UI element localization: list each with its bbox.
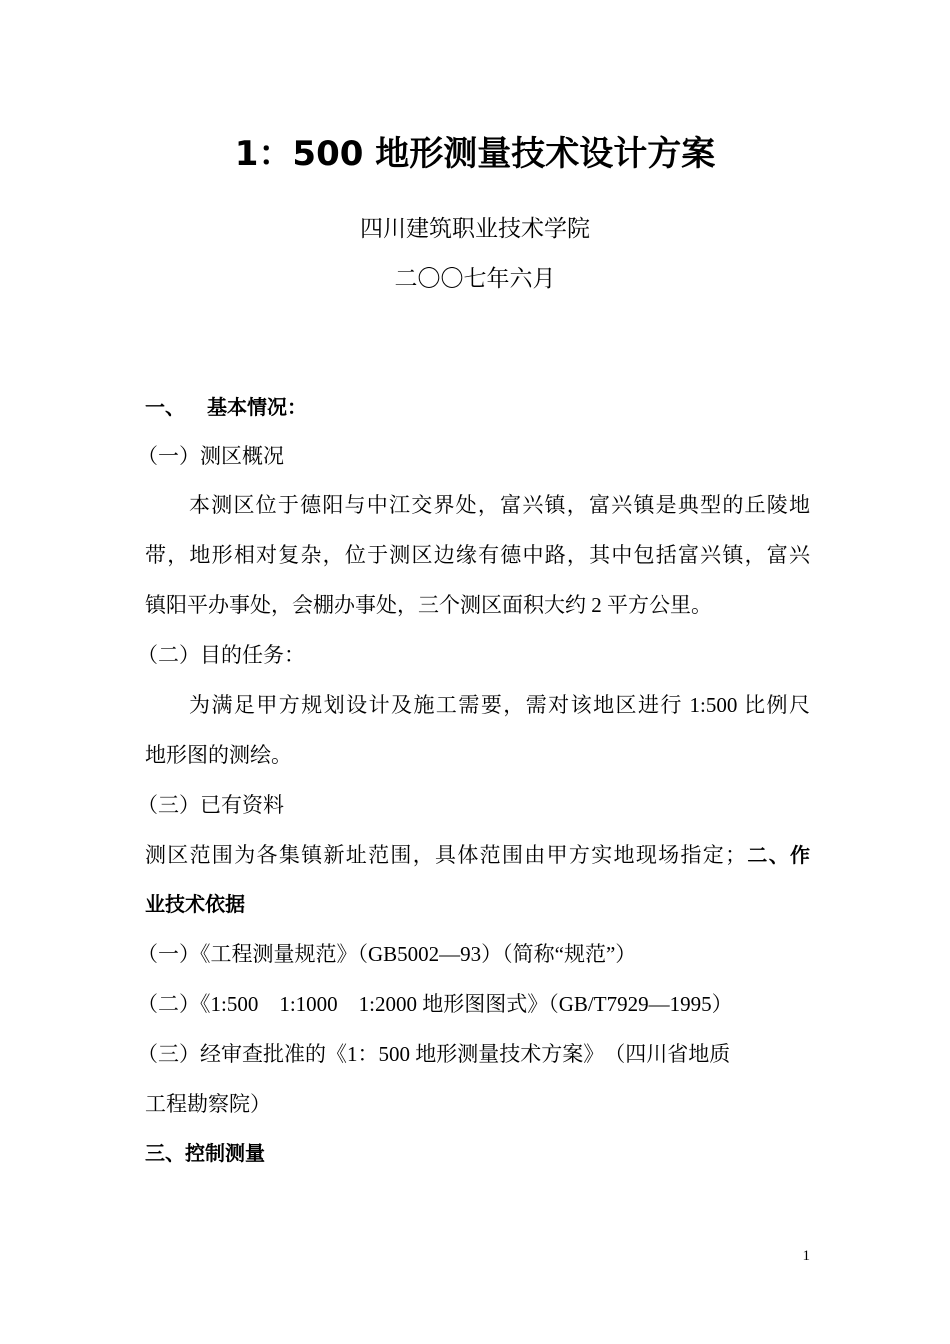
- paragraph-line: 地形图的测绘。: [145, 743, 292, 767]
- page-number: 1: [802, 1248, 810, 1264]
- section-2-heading-end: 业技术依据: [145, 892, 245, 916]
- section-1-number: 一、: [145, 395, 185, 419]
- basis-item-3-continued: 工程勘察院）: [145, 1092, 271, 1116]
- paragraph-text: 测区范围为各集镇新址范围，具体范围由甲方实地现场指定；: [145, 843, 747, 867]
- paragraph-line: 为满足甲方规划设计及施工需要，需对该地区进行 1:500 比例尺: [189, 693, 810, 717]
- document-title: 1：500 地形测量技术设计方案: [234, 134, 716, 174]
- paragraph-line: 带，地形相对复杂，位于测区边缘有德中路，其中包括富兴镇，富兴: [145, 543, 810, 567]
- section-2-heading-start: 二、作: [746, 843, 810, 867]
- document-date: 二〇〇七年六月: [394, 266, 556, 292]
- section-3-heading: 三、控制测量: [145, 1141, 265, 1165]
- basis-item-3: （三）经审查批准的《1：500 地形测量技术方案》 （四川省地质: [137, 1042, 731, 1066]
- basis-item-1: （一）《工程测量规范》（GB5002—93）（简称“规范”）: [137, 942, 637, 966]
- organization-name: 四川建筑职业技术学院: [360, 216, 590, 242]
- paragraph-line: 本测区位于德阳与中江交界处，富兴镇，富兴镇是典型的丘陵地: [189, 493, 810, 517]
- section-1-title: 基本情况：: [207, 395, 307, 419]
- basis-item-2: （二）《1:500 1:1000 1:2000 地形图图式》（GB/T7929—1995）: [137, 992, 733, 1016]
- subsection-1-3-heading: （三）已有资料: [137, 793, 284, 817]
- subsection-1-2-heading: （二）目的任务：: [137, 643, 305, 667]
- section-1-heading: [145, 392, 810, 422]
- subsection-1-1-heading: （一）测区概况: [137, 444, 284, 468]
- paragraph-line-with-heading: [145, 840, 810, 870]
- paragraph-line: 镇阳平办事处，会棚办事处，三个测区面积大约 2 平方公里。: [145, 593, 712, 617]
